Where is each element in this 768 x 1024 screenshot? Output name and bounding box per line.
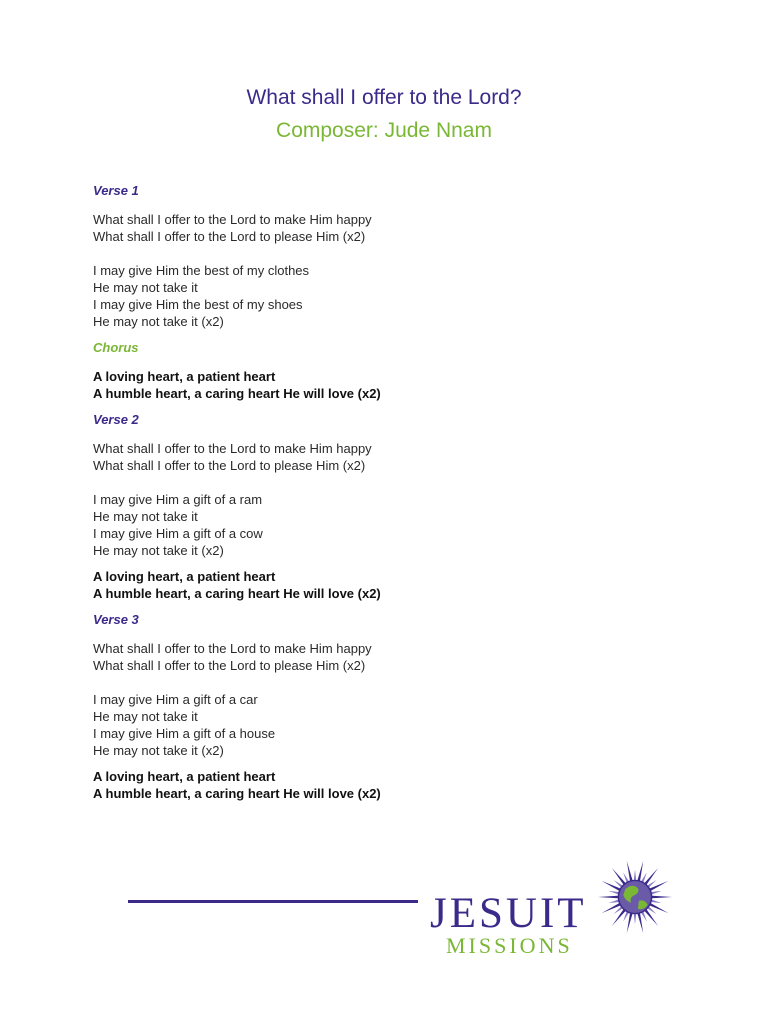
lyric-line: I may give Him a gift of a house — [93, 726, 276, 741]
lyric-line: He may not take it — [93, 280, 198, 295]
chorus-line: A loving heart, a patient heart — [93, 369, 276, 384]
lyric-line: What shall I offer to the Lord to please Him (x2) — [93, 658, 366, 673]
lyric-line: He may not take it (x2) — [93, 314, 224, 329]
verse-3-heading: Verse 3 — [93, 612, 139, 627]
lyric-line: What shall I offer to the Lord to make Him happy — [93, 441, 372, 456]
chorus-3 — [93, 768, 713, 802]
verse-1-heading: Verse 1 — [93, 183, 139, 198]
chorus-line: A loving heart, a patient heart — [93, 569, 276, 584]
verse-3-stanza-1 — [93, 640, 713, 674]
page-title: What shall I offer to the Lord? — [246, 86, 522, 109]
chorus-1 — [93, 368, 713, 402]
chorus-heading: Chorus — [93, 340, 139, 355]
lyric-line: I may give Him a gift of a ram — [93, 492, 263, 507]
lyric-line: I may give Him a gift of a cow — [93, 526, 263, 541]
lyric-line: What shall I offer to the Lord to please Him (x2) — [93, 458, 366, 473]
lyric-line: I may give Him the best of my shoes — [93, 297, 303, 312]
verse-2-heading: Verse 2 — [93, 412, 139, 427]
verse-3-stanza-2 — [93, 691, 713, 759]
lyric-line: What shall I offer to the Lord to make Him happy — [93, 212, 372, 227]
verse-1-stanza-2 — [93, 262, 713, 330]
lyric-line: He may not take it — [93, 709, 198, 724]
verse-2-stanza-2 — [93, 491, 713, 559]
logo-wordmark-top: JESUIT — [430, 890, 587, 937]
chorus-line: A humble heart, a caring heart He will love (x2) — [93, 786, 381, 801]
lyric-line: What shall I offer to the Lord to make Him happy — [93, 641, 372, 656]
lyric-line: I may give Him a gift of a car — [93, 692, 258, 707]
verse-1-stanza-1 — [93, 211, 713, 245]
composer-line: Composer: Jude Nnam — [276, 119, 492, 142]
chorus-line: A humble heart, a caring heart He will love (x2) — [93, 386, 381, 401]
lyric-line: What shall I offer to the Lord to please Him (x2) — [93, 229, 366, 244]
lyric-line: He may not take it — [93, 509, 198, 524]
starburst-globe-icon — [596, 858, 674, 936]
logo-wordmark-bottom: MISSIONS — [446, 933, 573, 958]
song-lyrics — [93, 182, 713, 802]
chorus-line: A humble heart, a caring heart He will love (x2) — [93, 586, 381, 601]
verse-2-stanza-1 — [93, 440, 713, 474]
footer-divider — [128, 900, 418, 903]
lyric-line: He may not take it (x2) — [93, 743, 224, 758]
chorus-line: A loving heart, a patient heart — [93, 769, 276, 784]
lyric-line: I may give Him the best of my clothes — [93, 263, 310, 278]
jesuit-missions-logo — [418, 858, 688, 968]
lyric-line: He may not take it (x2) — [93, 543, 224, 558]
chorus-2 — [93, 568, 713, 602]
